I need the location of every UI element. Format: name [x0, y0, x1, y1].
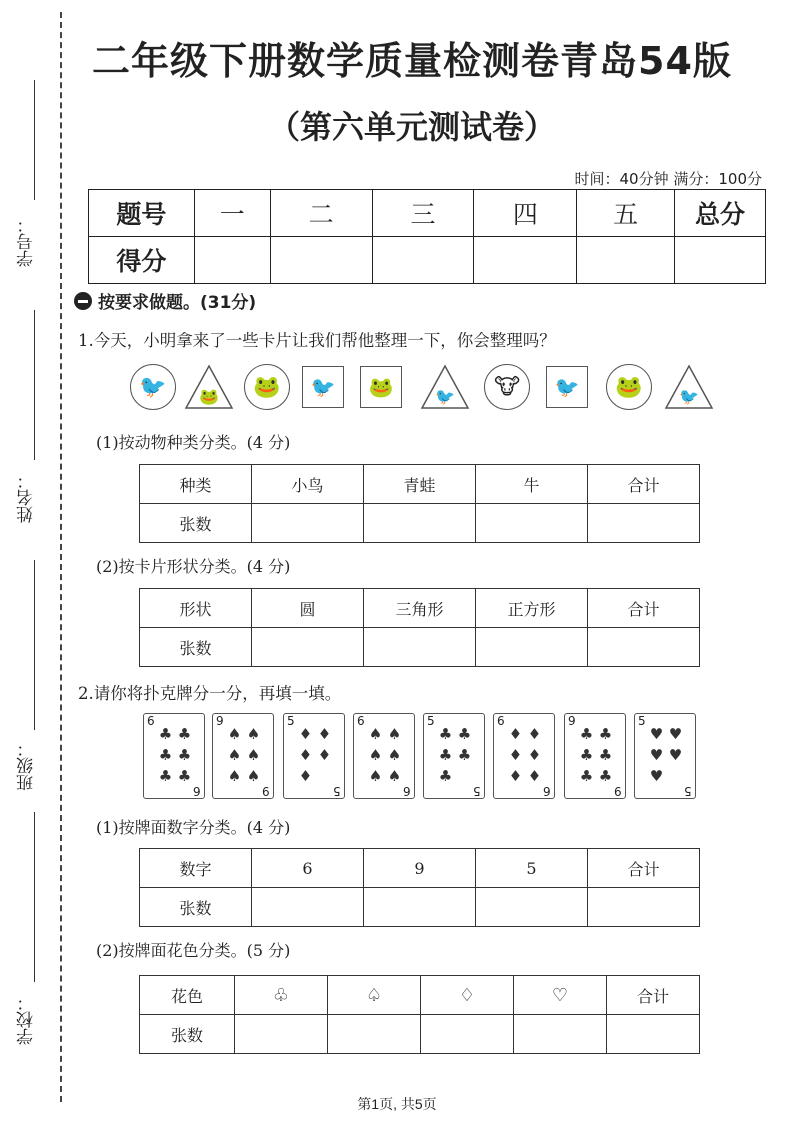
answer-cell[interactable] [607, 1015, 700, 1054]
suit-pip-icon: ♣ [177, 745, 192, 764]
poker-card-number: 5 [638, 714, 646, 728]
suit-pip-icon: ♦ [527, 725, 542, 744]
poker-card [143, 713, 205, 799]
poker-card-pips [366, 724, 404, 786]
poker-card [212, 713, 274, 799]
answer-cell[interactable] [364, 888, 476, 927]
poker-card-number: 9 [568, 714, 576, 728]
table-header-cell: 6 [252, 849, 364, 888]
answer-cell[interactable] [252, 888, 364, 927]
frog-square-card-icon: 🐸 [360, 366, 402, 408]
card-number-table [139, 848, 700, 927]
suit-pip-icon: ♦ [298, 766, 313, 785]
suit-pip-icon: ♣ [598, 745, 613, 764]
suit-pip-icon: ♣ [457, 725, 472, 744]
answer-cell[interactable] [252, 504, 364, 543]
poker-card-number: 5 [427, 714, 435, 728]
svg-text:🐸: 🐸 [199, 387, 219, 406]
suit-pip-icon: ♦ [298, 745, 313, 764]
bird-triangle-card-icon [420, 364, 470, 410]
table-header-cell: 合计 [588, 849, 700, 888]
answer-cell[interactable] [421, 1015, 514, 1054]
suit-pip-icon: ♠ [387, 766, 402, 785]
table-header-cell: 9 [364, 849, 476, 888]
poker-card-number: 5 [473, 784, 481, 798]
poker-card-pips [577, 724, 615, 786]
animal-type-table [139, 464, 700, 543]
table-header-cell: 圆 [252, 589, 364, 628]
table-header-row [140, 465, 700, 504]
card-shape-table [139, 588, 700, 667]
frog-circle-card-icon: 🐸 [244, 364, 290, 410]
poker-card-pips [647, 724, 685, 786]
suit-pip-icon: ♦ [317, 745, 332, 764]
class-line [34, 560, 35, 730]
answer-cell[interactable] [476, 628, 588, 667]
poker-card-number: 9 [614, 784, 622, 798]
suit-pip-icon: ♦ [527, 766, 542, 785]
score-header-cell: 题号 [89, 190, 195, 237]
poker-card-number: 6 [357, 714, 365, 728]
answer-cell[interactable] [588, 504, 700, 543]
question-1-part-2: (2)按卡片形状分类。(4 分) [96, 557, 291, 576]
page-title: 二年级下册数学质量检测卷青岛54版 [92, 39, 732, 83]
suit-pip-icon: ♥ [668, 725, 683, 744]
suit-pip-icon: ♣ [158, 725, 173, 744]
score-input-cell[interactable] [675, 237, 766, 284]
table-header-cell: 三角形 [364, 589, 476, 628]
heart-suit-header-icon: ♡ [514, 976, 607, 1015]
school-label: 学校： [17, 994, 37, 1046]
section-1-title: 按要求做题。(31分) [98, 293, 257, 313]
suit-pip-icon: ♣ [177, 766, 192, 785]
name-line [34, 310, 35, 460]
score-header-cell: 二 [270, 190, 372, 237]
poker-card [564, 713, 626, 799]
answer-cell[interactable] [588, 888, 700, 927]
answer-cell[interactable] [235, 1015, 328, 1054]
suit-pip-icon: ♠ [368, 725, 383, 744]
section-1-heading [74, 288, 256, 313]
poker-card-pips [296, 724, 334, 786]
suit-pip-icon: ♦ [508, 725, 523, 744]
diamond-suit-header-icon: ♢ [421, 976, 514, 1015]
cow-circle-card-icon: 🐮 [484, 364, 530, 410]
answer-cell[interactable] [328, 1015, 421, 1054]
question-1-text: 1.今天，小明拿来了一些卡片让我们帮他整理一下，你会整理吗？ [78, 331, 556, 350]
suit-pip-icon: ♣ [158, 745, 173, 764]
frog-triangle-card-icon [184, 364, 234, 410]
table-header-cell: 青蛙 [364, 465, 476, 504]
suit-pip-icon: ♥ [668, 745, 683, 764]
poker-card-number: 6 [497, 714, 505, 728]
answer-cell[interactable] [588, 628, 700, 667]
suit-pip-icon: ♣ [579, 725, 594, 744]
frog-circle-card-icon: 🐸 [606, 364, 652, 410]
table-header-cell: 形状 [140, 589, 252, 628]
suit-pip-icon: ♠ [387, 725, 402, 744]
name-label: 姓名： [17, 472, 37, 524]
score-header-cell: 总分 [675, 190, 766, 237]
score-input-cell[interactable] [270, 237, 372, 284]
poker-card-pips [156, 724, 194, 786]
score-input-cell[interactable] [194, 237, 270, 284]
suit-pip-icon: ♠ [246, 745, 261, 764]
bird-circle-card-icon: 🐦 [130, 364, 176, 410]
class-label: 班级： [17, 740, 37, 792]
poker-card-pips [506, 724, 544, 786]
table-header-row [140, 976, 700, 1015]
poker-card-pips [436, 724, 474, 786]
page-footer: 第1页, 共5页 [357, 1096, 437, 1112]
suit-pip-icon: ♦ [298, 725, 313, 744]
table-header-cell: 5 [476, 849, 588, 888]
score-header-cell: 一 [194, 190, 270, 237]
score-row [89, 237, 766, 284]
suit-pip-icon: ♥ [649, 725, 664, 744]
suit-pip-icon: ♣ [598, 725, 613, 744]
table-header-cell: 合计 [588, 589, 700, 628]
table-header-cell: 花色 [140, 976, 235, 1015]
score-table [88, 189, 766, 284]
suit-pip-icon: ♠ [227, 745, 242, 764]
animal-cards-row [130, 364, 714, 410]
time-info: 时间：40分钟 满分：100分 [574, 170, 762, 188]
suit-pip-icon: ♣ [579, 745, 594, 764]
answer-cell[interactable] [476, 888, 588, 927]
card-suit-table [139, 975, 700, 1054]
table-row [140, 628, 700, 667]
suit-pip-icon: ♠ [368, 745, 383, 764]
answer-cell[interactable] [476, 504, 588, 543]
suit-pip-icon: ♥ [649, 745, 664, 764]
suit-pip-icon: ♣ [438, 745, 453, 764]
poker-card [493, 713, 555, 799]
poker-card-number: 5 [287, 714, 295, 728]
suit-pip-icon: ♠ [227, 766, 242, 785]
table-header-cell: 合计 [588, 465, 700, 504]
answer-cell[interactable] [364, 504, 476, 543]
table-row [140, 888, 700, 927]
table-header-cell: 小鸟 [252, 465, 364, 504]
poker-card [353, 713, 415, 799]
score-row-label: 得分 [89, 237, 195, 284]
suit-pip-icon: ♠ [246, 766, 261, 785]
score-header-row [89, 190, 766, 237]
suit-pip-icon: ♦ [508, 766, 523, 785]
score-header-cell: 四 [474, 190, 577, 237]
table-header-cell: 合计 [607, 976, 700, 1015]
poker-card-number: 9 [216, 714, 224, 728]
poker-card-number: 5 [333, 784, 341, 798]
question-1-part-1: (1)按动物种类分类。(4 分) [96, 433, 291, 452]
poker-card-number: 5 [684, 784, 692, 798]
table-header-cell: 种类 [140, 465, 252, 504]
bird-triangle-card-icon [664, 364, 714, 410]
table-row [140, 1015, 700, 1054]
suit-pip-icon: ♣ [457, 745, 472, 764]
school-line [34, 812, 35, 982]
suit-pip-icon: ♦ [508, 745, 523, 764]
table-row [140, 504, 700, 543]
table-header-cell: 数字 [140, 849, 252, 888]
bird-square-card-icon: 🐦 [302, 366, 344, 408]
score-input-cell[interactable] [474, 237, 577, 284]
poker-card-number: 6 [543, 784, 551, 798]
score-header-cell: 五 [577, 190, 675, 237]
answer-cell[interactable] [514, 1015, 607, 1054]
score-header-cell: 三 [372, 190, 474, 237]
suit-pip-icon: ♠ [227, 725, 242, 744]
suit-pip-icon: ♠ [387, 745, 402, 764]
suit-pip-icon: ♦ [317, 725, 332, 744]
question-2-part-2: (2)按牌面花色分类。(5 分) [96, 941, 291, 960]
table-header-row [140, 589, 700, 628]
svg-text:🐦: 🐦 [679, 387, 699, 406]
table-header-row [140, 849, 700, 888]
suit-pip-icon: ♣ [438, 766, 453, 785]
poker-card [634, 713, 696, 799]
student-id-label: 学号： [17, 216, 37, 268]
table-header-cell: 牛 [476, 465, 588, 504]
suit-pip-icon: ♠ [368, 766, 383, 785]
table-header-cell: 正方形 [476, 589, 588, 628]
poker-card-pips [225, 724, 263, 786]
suit-pip-icon: ♣ [158, 766, 173, 785]
section-number-badge-icon [74, 292, 92, 310]
suit-pip-icon: ♥ [649, 766, 664, 785]
suit-pip-icon: ♠ [246, 725, 261, 744]
suit-pip-icon: ♣ [438, 725, 453, 744]
table-row-label: 张数 [140, 628, 252, 667]
table-row-label: 张数 [140, 1015, 235, 1054]
poker-card-number: 9 [262, 784, 270, 798]
poker-card-number: 6 [147, 714, 155, 728]
bird-square-card-icon: 🐦 [546, 366, 588, 408]
score-input-cell[interactable] [577, 237, 675, 284]
club-suit-header-icon: ♧ [235, 976, 328, 1015]
suit-pip-icon: ♦ [527, 745, 542, 764]
binding-dashed-line [60, 12, 62, 1102]
svg-text:🐦: 🐦 [435, 387, 455, 406]
suit-pip-icon: ♣ [177, 725, 192, 744]
page-subtitle: （第六单元测试卷） [267, 108, 556, 146]
suit-pip-icon: ♣ [598, 766, 613, 785]
answer-cell[interactable] [252, 628, 364, 667]
suit-pip-icon: ♣ [579, 766, 594, 785]
table-row-label: 张数 [140, 504, 252, 543]
spade-suit-header-icon: ♤ [328, 976, 421, 1015]
poker-card-number: 6 [193, 784, 201, 798]
poker-card-number: 6 [403, 784, 411, 798]
question-2-part-1: (1)按牌面数字分类。(4 分) [96, 818, 291, 837]
score-input-cell[interactable] [372, 237, 474, 284]
answer-cell[interactable] [364, 628, 476, 667]
table-row-label: 张数 [140, 888, 252, 927]
poker-card [283, 713, 345, 799]
poker-card [423, 713, 485, 799]
question-2-text: 2.请你将扑克牌分一分，再填一填。 [78, 684, 342, 703]
